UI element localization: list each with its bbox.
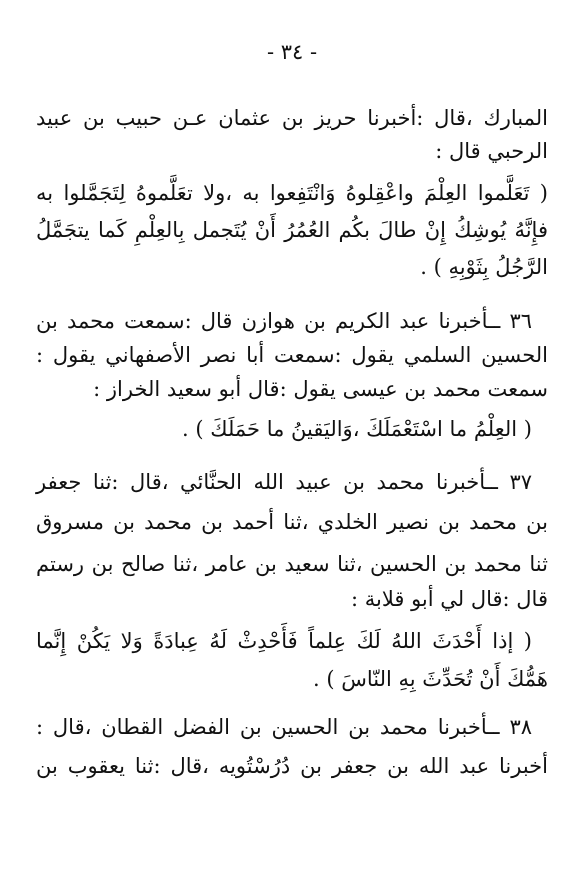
text-line: ثنا محمد بن الحسين ،ثنا سعيد بن عامر ،ثنا صالح بن رستم xyxy=(36,552,548,576)
text-line: أخبرنا عبد الله بن جعفر بن دُرُسْتُويه ،قال :ثنا يعقوب بن xyxy=(36,754,548,778)
text-line: قال :قال لي أبو قلابة : xyxy=(350,587,548,611)
text-line: سمعت محمد بن عيسى يقول :قال أبو سعيد الخراز : xyxy=(93,377,548,401)
text-line: الحسين السلمي يقول :سمعت أبا نصر الأصفهاني يقول : xyxy=(36,343,548,367)
quote-line: ( تَعَلَّموا العِلْمَ واعْقِلوهُ وَانْتَفِعوا به ،ولا تعَلَّموهُ لِتَجَمَّلوا به xyxy=(36,181,548,205)
text-line: ٣٧ ــأخبرنا محمد بن عبيد الله الحنَّائي ،قال :ثنا جعفر xyxy=(36,470,532,494)
quote-line: هَمُّكَ أَنْ تُحَدِّثَ بِهِ النّاسَ ) . xyxy=(313,667,548,691)
quote-line: ( العِلْمُ ما اسْتَعْمَلَكَ ،وَاليَقينُ ما حَمَلَكَ ) . xyxy=(182,417,532,441)
text-line: الرحبي قال : xyxy=(435,139,548,163)
text-line: المبارك ،قال :أخبرنا حريز بن عثمان عـن حبيب بن عبيد xyxy=(36,106,548,130)
text-line: ٣٦ ــأخبرنا عبد الكريم بن هوازن قال :سمعت محمد بن xyxy=(36,309,532,333)
quote-line: ( إذا أَحْدَثَ اللهُ لَكَ عِلماً فَأَحْدِثْ لَهُ عِبادَةً وَلا يَكُنْ إِنَّما xyxy=(36,629,532,653)
page-number: - ٣٤ - xyxy=(266,40,318,64)
text-line: ٣٨ ــأخبرنا محمد بن الحسين بن الفضل القطان ،قال : xyxy=(36,715,532,739)
quote-line: الرَّجُلُ بِثَوْبِهِ ) . xyxy=(420,255,548,279)
quote-line: فإِنَّهُ يُوشِكُ إِنْ طالَ بكُم العُمُرُ أَنْ يُتَجمل بِالعِلْمِ كَما يتجَمَّلُ xyxy=(36,218,548,242)
text-line: بن محمد بن نصير الخلدي ،ثنا أحمد بن محمد بن مسروق xyxy=(36,510,548,534)
